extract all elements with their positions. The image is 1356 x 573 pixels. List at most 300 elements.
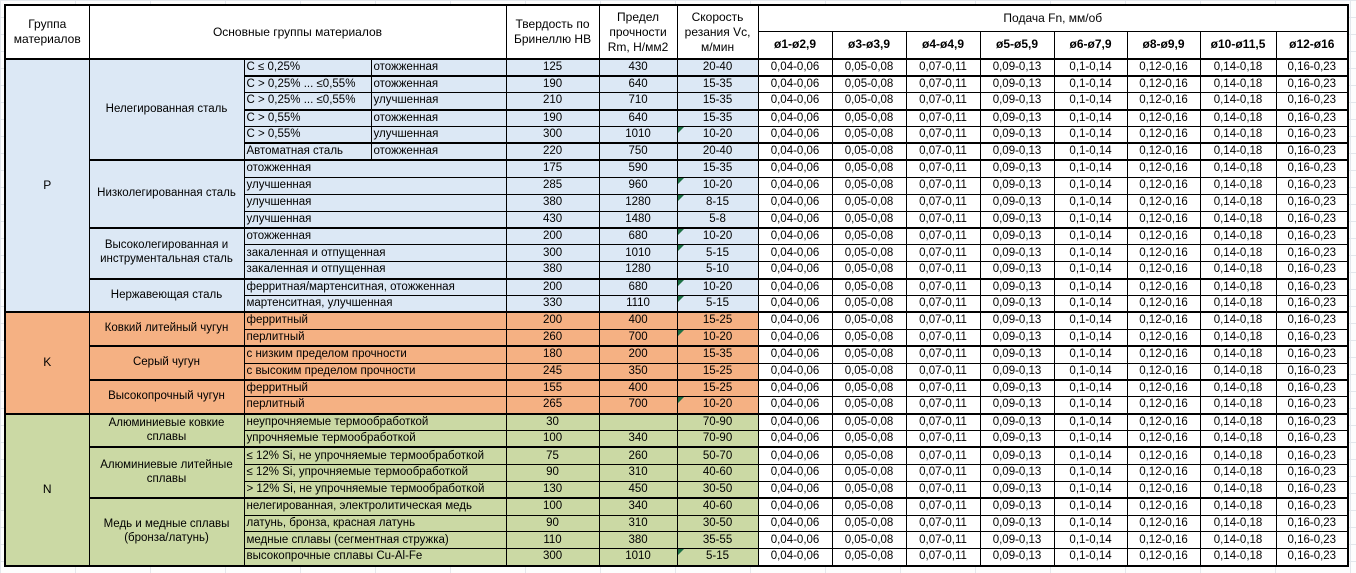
cutting-data-table <box>4 4 1349 567</box>
comment-indicator-icon <box>678 397 684 403</box>
speed-cell: 15-25 <box>677 312 758 329</box>
speed-cell: 5-8 <box>677 211 758 228</box>
group-label-cell: K <box>5 312 89 413</box>
hardness-cell: 260 <box>506 329 599 346</box>
material-group-cell: Нержавеющая сталь <box>89 279 244 313</box>
feed-cell: 0,05-0,08 <box>832 414 906 431</box>
header-material-group: Группа материалов <box>5 5 89 59</box>
state-cell: медные сплавы (сегментная стружка) <box>244 532 506 549</box>
feed-cell: 0,07-0,11 <box>906 127 980 144</box>
feed-cell: 0,1-0,14 <box>1054 177 1127 194</box>
feed-cell: 0,16-0,23 <box>1276 295 1348 312</box>
feed-cell: 0,09-0,13 <box>980 380 1054 397</box>
feed-cell: 0,1-0,14 <box>1054 160 1127 177</box>
feed-cell: 0,1-0,14 <box>1054 464 1127 481</box>
feed-cell: 0,14-0,18 <box>1200 160 1276 177</box>
table-row <box>5 279 1348 296</box>
state-cell: нелегированная, электролитическая медь <box>244 498 506 515</box>
state-cell: закаленная и отпущенная <box>244 262 506 279</box>
feed-cell: 0,07-0,11 <box>906 431 980 448</box>
feed-cell: 0,04-0,06 <box>758 363 832 380</box>
feed-cell: 0,14-0,18 <box>1200 532 1276 549</box>
feed-cell: 0,04-0,06 <box>758 143 832 160</box>
strength-cell: 310 <box>599 464 677 481</box>
feed-cell: 0,07-0,11 <box>906 262 980 279</box>
feed-cell: 0,04-0,06 <box>758 177 832 194</box>
hardness-cell: 285 <box>506 177 599 194</box>
material-group-cell: Серый чугун <box>89 346 244 380</box>
feed-cell: 0,07-0,11 <box>906 93 980 110</box>
feed-cell: 0,16-0,23 <box>1276 397 1348 414</box>
feed-cell: 0,05-0,08 <box>832 228 906 245</box>
state-cell: с высоким пределом прочности <box>244 363 506 380</box>
table-row <box>5 447 1348 464</box>
feed-cell: 0,04-0,06 <box>758 481 832 498</box>
strength-cell: 430 <box>599 59 677 76</box>
feed-cell: 0,16-0,23 <box>1276 312 1348 329</box>
feed-cell: 0,07-0,11 <box>906 295 980 312</box>
hardness-cell: 30 <box>506 414 599 431</box>
feed-cell: 0,04-0,06 <box>758 110 832 127</box>
condition-cell: C ≤ 0,25% <box>244 59 371 76</box>
condition-cell: C > 0,55% <box>244 110 371 127</box>
feed-cell: 0,16-0,23 <box>1276 380 1348 397</box>
comment-indicator-icon <box>678 296 684 302</box>
speed-cell: 30-50 <box>677 481 758 498</box>
feed-cell: 0,07-0,11 <box>906 59 980 76</box>
strength-cell: 310 <box>599 515 677 532</box>
table-row <box>5 380 1348 397</box>
feed-cell: 0,07-0,11 <box>906 110 980 127</box>
feed-cell: 0,1-0,14 <box>1054 397 1127 414</box>
hardness-cell: 245 <box>506 363 599 380</box>
feed-cell: 0,04-0,06 <box>758 211 832 228</box>
feed-cell: 0,09-0,13 <box>980 414 1054 431</box>
feed-cell: 0,1-0,14 <box>1054 211 1127 228</box>
feed-cell: 0,09-0,13 <box>980 447 1054 464</box>
feed-cell: 0,09-0,13 <box>980 245 1054 262</box>
comment-indicator-icon <box>678 245 684 251</box>
feed-cell: 0,07-0,11 <box>906 76 980 93</box>
feed-cell: 0,1-0,14 <box>1054 363 1127 380</box>
state-cell: ≤ 12% Si, не упрочняемые термообработкой <box>244 447 506 464</box>
material-group-cell: Алюминиевые ковкие сплавы <box>89 414 244 448</box>
feed-cell: 0,14-0,18 <box>1200 312 1276 329</box>
state-cell: отожженная <box>371 110 506 127</box>
feed-cell: 0,07-0,11 <box>906 532 980 549</box>
header-feed: Подача Fn, мм/об <box>758 5 1348 31</box>
feed-cell: 0,1-0,14 <box>1054 329 1127 346</box>
feed-cell: 0,14-0,18 <box>1200 59 1276 76</box>
feed-cell: 0,05-0,08 <box>832 346 906 363</box>
feed-cell: 0,16-0,23 <box>1276 363 1348 380</box>
feed-cell: 0,14-0,18 <box>1200 447 1276 464</box>
feed-cell: 0,07-0,11 <box>906 194 980 211</box>
strength-cell: 700 <box>599 329 677 346</box>
state-cell: ферритная/мартенситная, отожженная <box>244 279 506 296</box>
hardness-cell: 200 <box>506 279 599 296</box>
feed-cell: 0,14-0,18 <box>1200 397 1276 414</box>
header-row-top <box>5 5 1348 31</box>
feed-cell: 0,07-0,11 <box>906 177 980 194</box>
feed-cell: 0,05-0,08 <box>832 380 906 397</box>
group-label-cell: P <box>5 59 89 312</box>
feed-cell: 0,09-0,13 <box>980 329 1054 346</box>
feed-cell: 0,12-0,16 <box>1127 110 1200 127</box>
feed-cell: 0,04-0,06 <box>758 431 832 448</box>
feed-cell: 0,09-0,13 <box>980 194 1054 211</box>
hardness-cell: 200 <box>506 228 599 245</box>
comment-indicator-icon <box>678 127 684 133</box>
feed-cell: 0,09-0,13 <box>980 127 1054 144</box>
material-group-cell: Высокопрочный чугун <box>89 380 244 414</box>
feed-cell: 0,09-0,13 <box>980 549 1054 566</box>
feed-cell: 0,12-0,16 <box>1127 447 1200 464</box>
feed-cell: 0,05-0,08 <box>832 295 906 312</box>
speed-cell: 8-15 <box>677 194 758 211</box>
feed-cell: 0,12-0,16 <box>1127 515 1200 532</box>
strength-cell: 400 <box>599 380 677 397</box>
header-feed-d5: ø6-ø7,9 <box>1054 31 1127 59</box>
feed-cell: 0,04-0,06 <box>758 312 832 329</box>
speed-cell: 50-70 <box>677 447 758 464</box>
strength-cell: 1010 <box>599 549 677 566</box>
state-cell: упрочняемые термообработкой <box>244 431 506 448</box>
strength-cell <box>599 414 677 431</box>
feed-cell: 0,05-0,08 <box>832 515 906 532</box>
feed-cell: 0,09-0,13 <box>980 363 1054 380</box>
feed-cell: 0,05-0,08 <box>832 262 906 279</box>
speed-cell: 70-90 <box>677 414 758 431</box>
feed-cell: 0,14-0,18 <box>1200 76 1276 93</box>
feed-cell: 0,05-0,08 <box>832 59 906 76</box>
speed-cell: 5-15 <box>677 549 758 566</box>
feed-cell: 0,09-0,13 <box>980 143 1054 160</box>
feed-cell: 0,07-0,11 <box>906 211 980 228</box>
speed-cell: 20-40 <box>677 143 758 160</box>
feed-cell: 0,05-0,08 <box>832 431 906 448</box>
feed-cell: 0,05-0,08 <box>832 312 906 329</box>
feed-cell: 0,05-0,08 <box>832 76 906 93</box>
feed-cell: 0,07-0,11 <box>906 414 980 431</box>
material-group-cell: Низколегированная сталь <box>89 160 244 228</box>
feed-cell: 0,12-0,16 <box>1127 414 1200 431</box>
hardness-cell: 100 <box>506 498 599 515</box>
speed-cell: 10-20 <box>677 127 758 144</box>
feed-cell: 0,12-0,16 <box>1127 211 1200 228</box>
feed-cell: 0,05-0,08 <box>832 532 906 549</box>
feed-cell: 0,12-0,16 <box>1127 549 1200 566</box>
feed-cell: 0,1-0,14 <box>1054 312 1127 329</box>
feed-cell: 0,05-0,08 <box>832 498 906 515</box>
header-feed-d8: ø12-ø16 <box>1276 31 1348 59</box>
feed-cell: 0,05-0,08 <box>832 177 906 194</box>
state-cell: улучшенная <box>244 211 506 228</box>
state-cell: латунь, бронза, красная латунь <box>244 515 506 532</box>
feed-cell: 0,14-0,18 <box>1200 431 1276 448</box>
strength-cell: 700 <box>599 397 677 414</box>
state-cell: перлитный <box>244 329 506 346</box>
header-feed-d7: ø10-ø11,5 <box>1200 31 1276 59</box>
state-cell: ферритный <box>244 312 506 329</box>
feed-cell: 0,12-0,16 <box>1127 59 1200 76</box>
strength-cell: 350 <box>599 363 677 380</box>
state-cell: неупрочняемые термообработкой <box>244 414 506 431</box>
hardness-cell: 155 <box>506 380 599 397</box>
feed-cell: 0,05-0,08 <box>832 211 906 228</box>
feed-cell: 0,16-0,23 <box>1276 110 1348 127</box>
feed-cell: 0,16-0,23 <box>1276 245 1348 262</box>
hardness-cell: 265 <box>506 397 599 414</box>
strength-cell: 1280 <box>599 194 677 211</box>
strength-cell: 680 <box>599 279 677 296</box>
feed-cell: 0,16-0,23 <box>1276 127 1348 144</box>
feed-cell: 0,07-0,11 <box>906 397 980 414</box>
feed-cell: 0,07-0,11 <box>906 380 980 397</box>
feed-cell: 0,09-0,13 <box>980 76 1054 93</box>
header-cutting-speed: Скорость резания Vc, м/мин <box>677 5 758 59</box>
feed-cell: 0,12-0,16 <box>1127 194 1200 211</box>
feed-cell: 0,12-0,16 <box>1127 279 1200 296</box>
comment-indicator-icon <box>678 195 684 201</box>
feed-cell: 0,16-0,23 <box>1276 143 1348 160</box>
feed-cell: 0,04-0,06 <box>758 245 832 262</box>
comment-indicator-icon <box>678 229 684 235</box>
feed-cell: 0,04-0,06 <box>758 228 832 245</box>
strength-cell: 1010 <box>599 245 677 262</box>
feed-cell: 0,14-0,18 <box>1200 464 1276 481</box>
feed-cell: 0,05-0,08 <box>832 143 906 160</box>
feed-cell: 0,1-0,14 <box>1054 143 1127 160</box>
feed-cell: 0,1-0,14 <box>1054 245 1127 262</box>
feed-cell: 0,12-0,16 <box>1127 431 1200 448</box>
feed-cell: 0,04-0,06 <box>758 397 832 414</box>
feed-cell: 0,12-0,16 <box>1127 228 1200 245</box>
hardness-cell: 300 <box>506 127 599 144</box>
feed-cell: 0,07-0,11 <box>906 447 980 464</box>
hardness-cell: 380 <box>506 194 599 211</box>
group-label-cell: N <box>5 414 89 566</box>
speed-cell: 10-20 <box>677 329 758 346</box>
material-group-cell: Медь и медные сплавы (бронза/латунь) <box>89 498 244 566</box>
speed-cell: 15-25 <box>677 363 758 380</box>
feed-cell: 0,07-0,11 <box>906 549 980 566</box>
feed-cell: 0,07-0,11 <box>906 498 980 515</box>
material-group-cell: Ковкий литейный чугун <box>89 312 244 346</box>
feed-cell: 0,04-0,06 <box>758 447 832 464</box>
speed-cell: 10-20 <box>677 397 758 414</box>
feed-cell: 0,04-0,06 <box>758 346 832 363</box>
hardness-cell: 180 <box>506 346 599 363</box>
feed-cell: 0,12-0,16 <box>1127 262 1200 279</box>
feed-cell: 0,14-0,18 <box>1200 481 1276 498</box>
feed-cell: 0,05-0,08 <box>832 397 906 414</box>
state-cell: ≤ 12% Si, упрочняемые термообработкой <box>244 464 506 481</box>
feed-cell: 0,07-0,11 <box>906 346 980 363</box>
feed-cell: 0,14-0,18 <box>1200 346 1276 363</box>
feed-cell: 0,07-0,11 <box>906 515 980 532</box>
hardness-cell: 100 <box>506 431 599 448</box>
state-cell: закаленная и отпущенная <box>244 245 506 262</box>
header-feed-d1: ø1-ø2,9 <box>758 31 832 59</box>
feed-cell: 0,07-0,11 <box>906 312 980 329</box>
feed-cell: 0,09-0,13 <box>980 279 1054 296</box>
hardness-cell: 90 <box>506 464 599 481</box>
strength-cell: 640 <box>599 76 677 93</box>
speed-cell: 40-60 <box>677 464 758 481</box>
feed-cell: 0,04-0,06 <box>758 194 832 211</box>
hardness-cell: 380 <box>506 262 599 279</box>
feed-cell: 0,1-0,14 <box>1054 295 1127 312</box>
header-feed-d4: ø5-ø5,9 <box>980 31 1054 59</box>
feed-cell: 0,07-0,11 <box>906 160 980 177</box>
speed-cell: 15-35 <box>677 76 758 93</box>
header-tensile-strength: Предел прочности Rm, Н/мм2 <box>599 5 677 59</box>
state-cell: отожженная <box>371 76 506 93</box>
speed-cell: 40-60 <box>677 498 758 515</box>
feed-cell: 0,16-0,23 <box>1276 93 1348 110</box>
feed-cell: 0,07-0,11 <box>906 464 980 481</box>
hardness-cell: 210 <box>506 93 599 110</box>
feed-cell: 0,09-0,13 <box>980 228 1054 245</box>
feed-cell: 0,16-0,23 <box>1276 481 1348 498</box>
feed-cell: 0,09-0,13 <box>980 211 1054 228</box>
feed-cell: 0,05-0,08 <box>832 245 906 262</box>
strength-cell: 1110 <box>599 295 677 312</box>
material-group-cell: Алюминиевые литейные сплавы <box>89 447 244 498</box>
feed-cell: 0,16-0,23 <box>1276 447 1348 464</box>
feed-cell: 0,1-0,14 <box>1054 127 1127 144</box>
speed-cell: 15-35 <box>677 160 758 177</box>
speed-cell: 5-15 <box>677 245 758 262</box>
feed-cell: 0,16-0,23 <box>1276 228 1348 245</box>
feed-cell: 0,16-0,23 <box>1276 76 1348 93</box>
feed-cell: 0,14-0,18 <box>1200 498 1276 515</box>
feed-cell: 0,09-0,13 <box>980 346 1054 363</box>
state-cell: > 12% Si, не упрочняемые термообработкой <box>244 481 506 498</box>
feed-cell: 0,04-0,06 <box>758 279 832 296</box>
feed-cell: 0,05-0,08 <box>832 93 906 110</box>
strength-cell: 680 <box>599 228 677 245</box>
strength-cell: 1480 <box>599 211 677 228</box>
table-row <box>5 414 1348 431</box>
feed-cell: 0,04-0,06 <box>758 127 832 144</box>
feed-cell: 0,09-0,13 <box>980 515 1054 532</box>
feed-cell: 0,1-0,14 <box>1054 228 1127 245</box>
feed-cell: 0,1-0,14 <box>1054 498 1127 515</box>
feed-cell: 0,16-0,23 <box>1276 431 1348 448</box>
feed-cell: 0,04-0,06 <box>758 329 832 346</box>
comment-indicator-icon <box>678 178 684 184</box>
state-cell: высокопрочные сплавы Cu-Al-Fe <box>244 549 506 566</box>
feed-cell: 0,16-0,23 <box>1276 414 1348 431</box>
feed-cell: 0,09-0,13 <box>980 295 1054 312</box>
speed-cell: 5-15 <box>677 295 758 312</box>
feed-cell: 0,04-0,06 <box>758 93 832 110</box>
table-row <box>5 228 1348 245</box>
header-feed-d3: ø4-ø4,9 <box>906 31 980 59</box>
feed-cell: 0,05-0,08 <box>832 110 906 127</box>
feed-cell: 0,09-0,13 <box>980 481 1054 498</box>
strength-cell: 750 <box>599 143 677 160</box>
feed-cell: 0,14-0,18 <box>1200 329 1276 346</box>
feed-cell: 0,14-0,18 <box>1200 414 1276 431</box>
speed-cell: 15-35 <box>677 93 758 110</box>
feed-cell: 0,05-0,08 <box>832 279 906 296</box>
speed-cell: 10-20 <box>677 279 758 296</box>
feed-cell: 0,16-0,23 <box>1276 549 1348 566</box>
hardness-cell: 90 <box>506 515 599 532</box>
feed-cell: 0,1-0,14 <box>1054 380 1127 397</box>
header-main-groups: Основные группы материалов <box>89 5 506 59</box>
feed-cell: 0,12-0,16 <box>1127 397 1200 414</box>
feed-cell: 0,09-0,13 <box>980 59 1054 76</box>
strength-cell: 590 <box>599 160 677 177</box>
table-body <box>5 59 1348 566</box>
feed-cell: 0,14-0,18 <box>1200 549 1276 566</box>
feed-cell: 0,16-0,23 <box>1276 59 1348 76</box>
feed-cell: 0,12-0,16 <box>1127 245 1200 262</box>
hardness-cell: 300 <box>506 245 599 262</box>
feed-cell: 0,04-0,06 <box>758 515 832 532</box>
feed-cell: 0,09-0,13 <box>980 498 1054 515</box>
feed-cell: 0,09-0,13 <box>980 397 1054 414</box>
state-cell: улучшенная <box>371 93 506 110</box>
feed-cell: 0,09-0,13 <box>980 160 1054 177</box>
feed-cell: 0,1-0,14 <box>1054 59 1127 76</box>
feed-cell: 0,09-0,13 <box>980 312 1054 329</box>
condition-cell: C > 0,25% ... ≤0,55% <box>244 93 371 110</box>
speed-cell: 15-35 <box>677 346 758 363</box>
feed-cell: 0,04-0,06 <box>758 549 832 566</box>
speed-cell: 70-90 <box>677 431 758 448</box>
feed-cell: 0,12-0,16 <box>1127 380 1200 397</box>
feed-cell: 0,04-0,06 <box>758 498 832 515</box>
feed-cell: 0,14-0,18 <box>1200 211 1276 228</box>
feed-cell: 0,04-0,06 <box>758 464 832 481</box>
feed-cell: 0,09-0,13 <box>980 93 1054 110</box>
feed-cell: 0,12-0,16 <box>1127 127 1200 144</box>
strength-cell: 960 <box>599 177 677 194</box>
hardness-cell: 330 <box>506 295 599 312</box>
hardness-cell: 300 <box>506 549 599 566</box>
feed-cell: 0,04-0,06 <box>758 295 832 312</box>
speed-cell: 15-25 <box>677 380 758 397</box>
hardness-cell: 220 <box>506 143 599 160</box>
feed-cell: 0,16-0,23 <box>1276 515 1348 532</box>
feed-cell: 0,12-0,16 <box>1127 295 1200 312</box>
condition-cell: Автоматная сталь <box>244 143 371 160</box>
feed-cell: 0,14-0,18 <box>1200 127 1276 144</box>
feed-cell: 0,05-0,08 <box>832 127 906 144</box>
strength-cell: 400 <box>599 312 677 329</box>
feed-cell: 0,1-0,14 <box>1054 279 1127 296</box>
feed-cell: 0,1-0,14 <box>1054 262 1127 279</box>
feed-cell: 0,14-0,18 <box>1200 228 1276 245</box>
strength-cell: 1010 <box>599 127 677 144</box>
material-group-cell: Нелегированная сталь <box>89 59 244 160</box>
hardness-cell: 430 <box>506 211 599 228</box>
speed-cell: 30-50 <box>677 515 758 532</box>
state-cell: улучшенная <box>244 194 506 211</box>
feed-cell: 0,12-0,16 <box>1127 532 1200 549</box>
feed-cell: 0,16-0,23 <box>1276 160 1348 177</box>
feed-cell: 0,1-0,14 <box>1054 194 1127 211</box>
strength-cell: 260 <box>599 447 677 464</box>
speed-cell: 15-35 <box>677 110 758 127</box>
feed-cell: 0,05-0,08 <box>832 329 906 346</box>
feed-cell: 0,12-0,16 <box>1127 346 1200 363</box>
